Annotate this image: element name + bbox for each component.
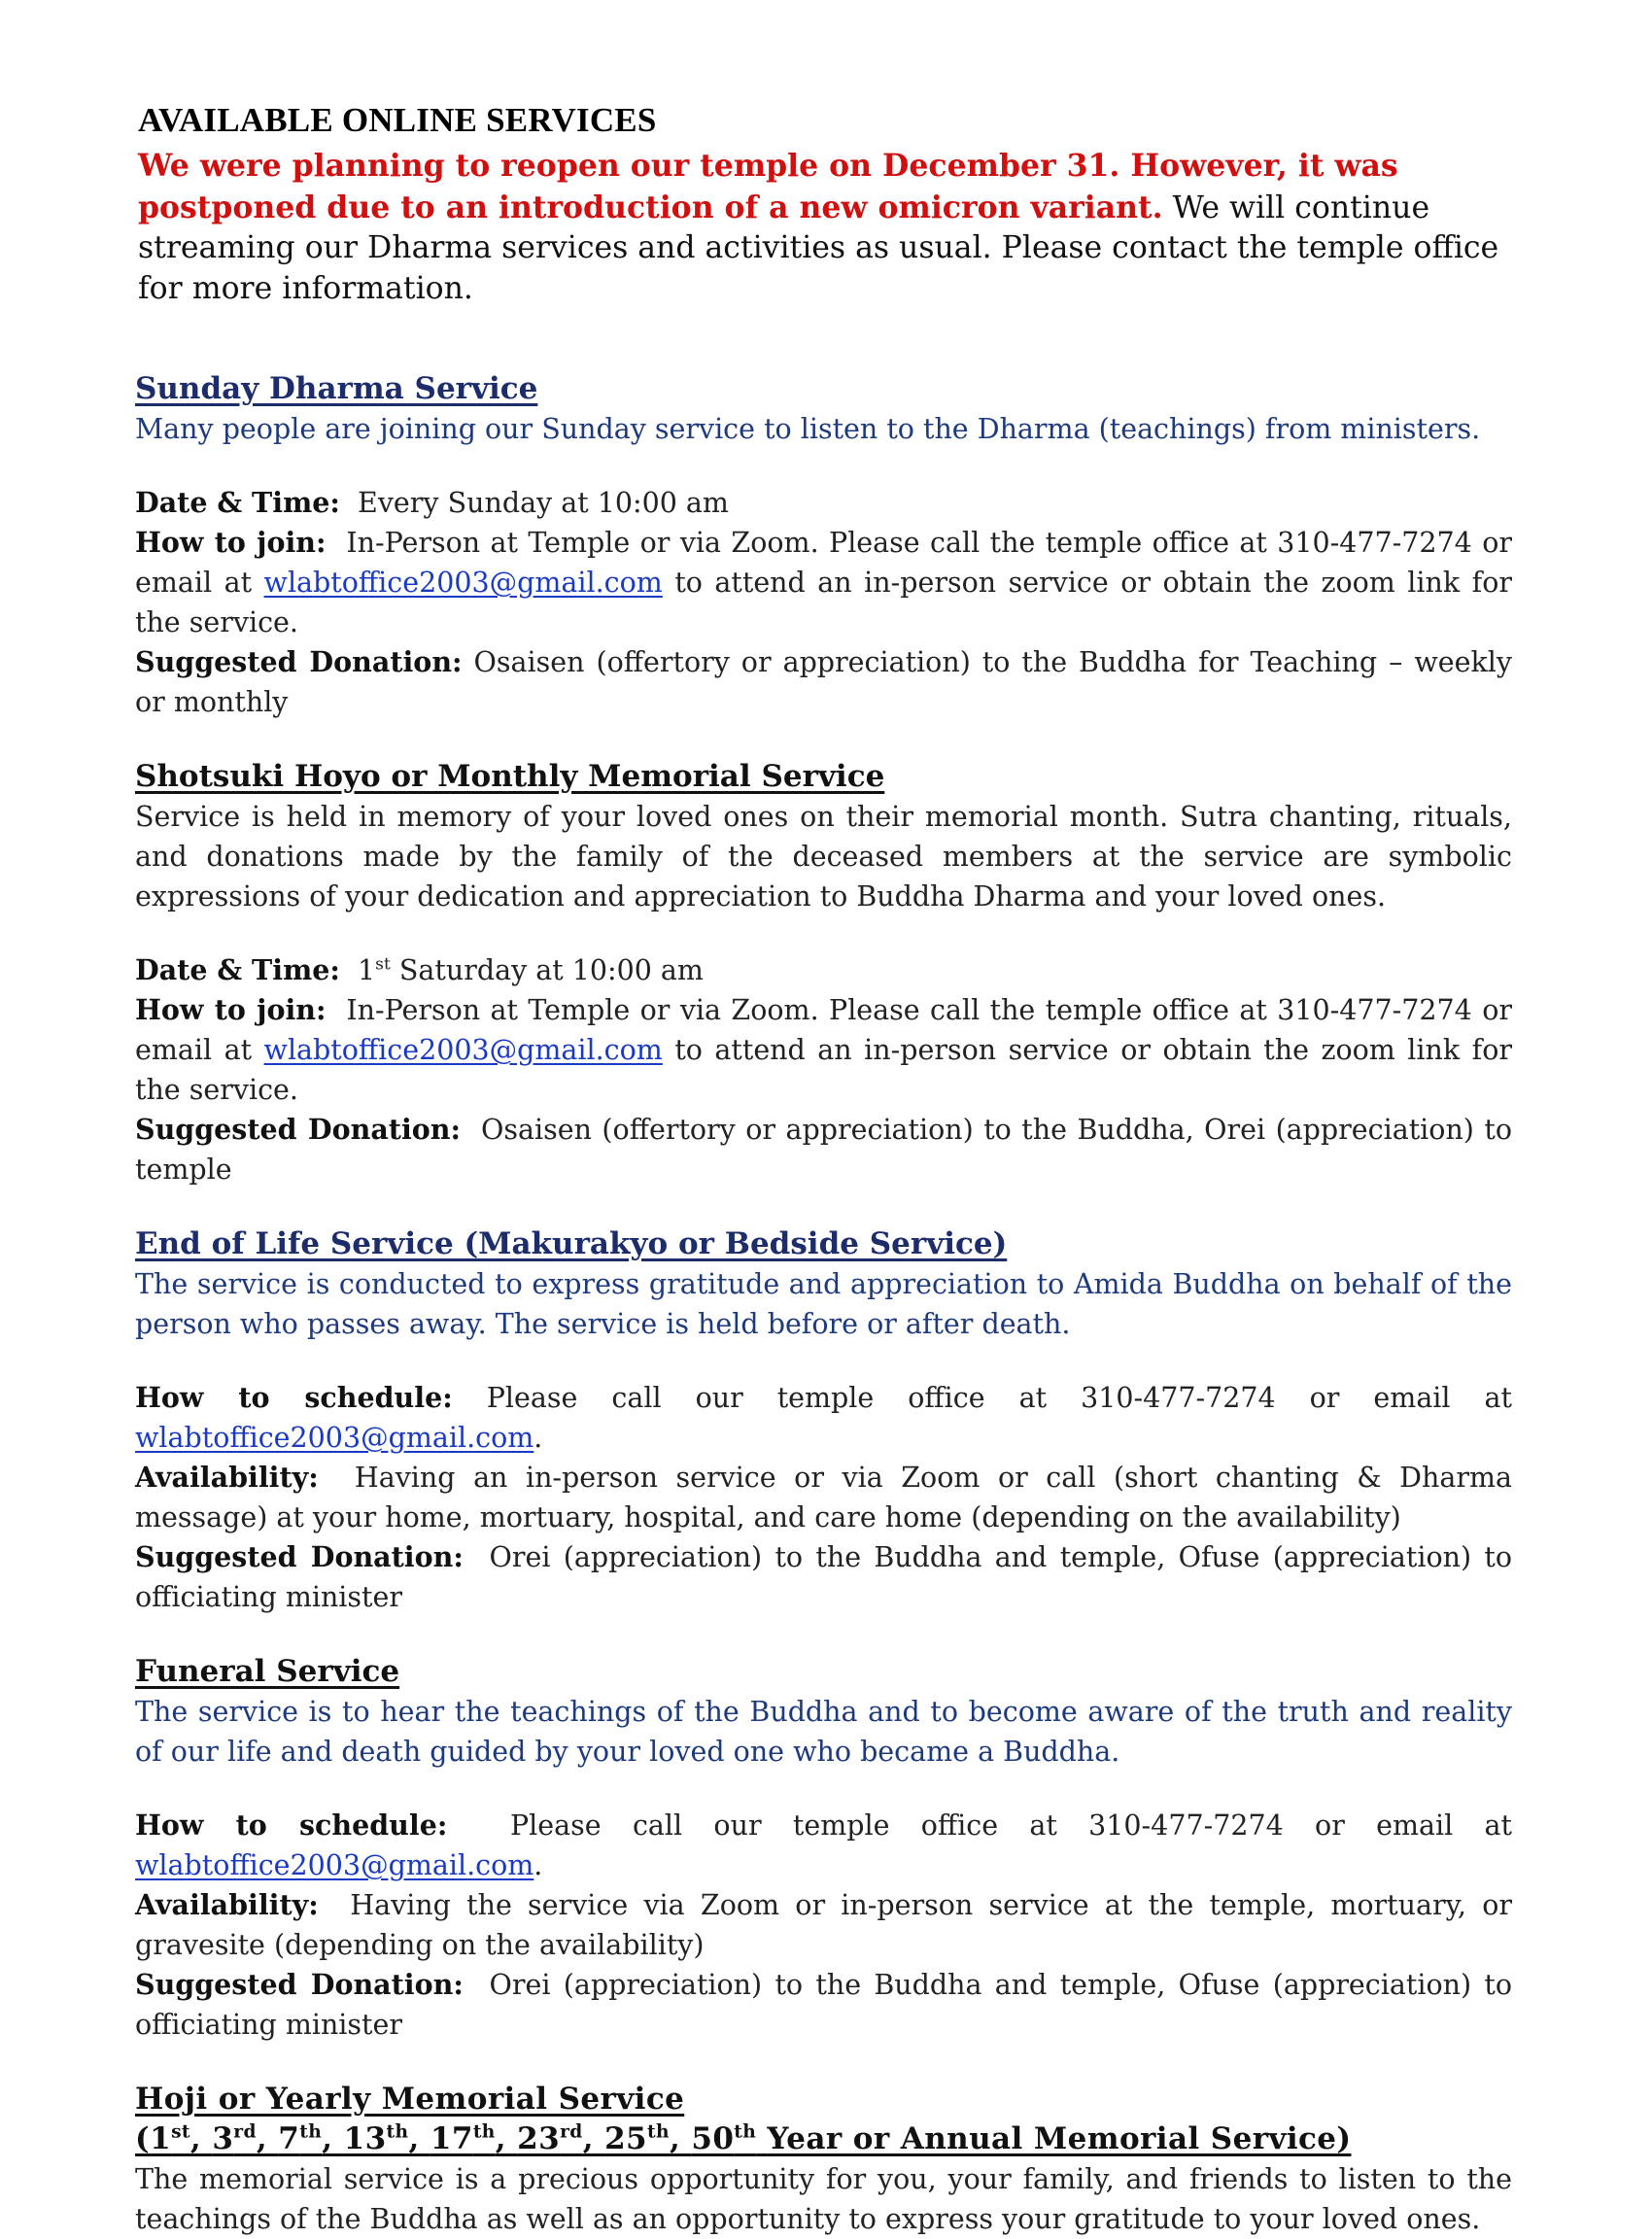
section-funeral	[135, 1652, 1512, 2045]
date-time-field: Date & Time: Every Sunday at 10:00 am	[135, 486, 729, 519]
section-description: Many people are joining our Sunday service to listen to the Dharma (teachings) from ministers.	[135, 413, 1481, 445]
section-title: Hoji or Yearly Memorial Service	[135, 2082, 685, 2117]
memorial-year: 50th	[691, 2121, 757, 2156]
section-title: Sunday Dharma Service	[135, 371, 538, 406]
page-title: AVAILABLE ONLINE SERVICES	[138, 101, 657, 139]
memorial-year: 3rd	[212, 2121, 257, 2156]
donation-field: Suggested Donation: Osaisen (offertory or appreciation) to the Buddha, Orei (appreciation) to temple	[135, 1113, 1513, 1186]
how-to-join-field: How to join: In-Person at Temple or via Zoom. Please call the temple office at 310-477-7274 or email at wlabtoffice2003@gmail.com to attend an in-person service or obtain the zoom link for the service.	[135, 993, 1512, 1106]
availability-field: Availability: Having the service via Zoom or in-person service at the temple, mortuary, or gravesite (depending on the availability)	[135, 1888, 1513, 1961]
section-end-of-life	[135, 1224, 1512, 1617]
memorial-year: 17th	[430, 2121, 496, 2156]
section-sunday-dharma	[135, 369, 1512, 722]
date-time-field: Date & Time: 1st Saturday at 10:00 am	[135, 953, 704, 986]
section-title: End of Life Service (Makurakyo or Bedside Service)	[135, 1226, 1008, 1261]
notice-text: We will continue streaming our Dharma services and activities as usual. Please contact the temple office for more information.	[138, 189, 1499, 306]
memorial-year: 25th	[604, 2121, 670, 2156]
memorial-year: 1st	[150, 2121, 190, 2156]
donation-field: Suggested Donation: Orei (appreciation) to the Buddha and temple, Ofuse (appreciation) to officiating minister	[135, 1968, 1512, 2041]
email-link[interactable]: wlabtoffice2003@gmail.com	[263, 1034, 663, 1066]
intro-notice	[138, 146, 1512, 309]
notice-highlight: We were planning to reopen our temple on December 31. However, it was postponed due to an introduction of a new omicron variant.	[138, 148, 1398, 225]
memorial-year: 23rd	[517, 2121, 583, 2156]
email-link[interactable]: wlabtoffice2003@gmail.com	[135, 1849, 534, 1881]
availability-field: Availability: Having an in-person service or via Zoom or call (short chanting & Dharma message) at your home, mortuary, hospital, and care home (depending on the availability)	[135, 1461, 1512, 1533]
how-to-schedule-field: How to schedule: Please call our temple office at 310-477-7274 or email at wlabtoffice2003@gmail.com.	[135, 1808, 1512, 1881]
section-description: The service is to hear the teachings of the Buddha and to become aware of the truth and reality of our life and death guided by your loved one who became a Buddha.	[135, 1696, 1512, 1768]
section-title: Funeral Service	[135, 1654, 400, 1689]
section-subtitle: (1st, 3rd, 7th, 13th, 17th, 23rd, 25th, 50th Year or Annual Memorial Service)	[135, 2121, 1352, 2156]
section-description: Service is held in memory of your loved ones on their memorial month. Sutra chanting, rituals, and donations made by the family of the deceased members at the service are symbolic expressions of your dedication and appreciation to Buddha Dharma and your loved ones.	[135, 801, 1512, 913]
section-hoji	[135, 2080, 1512, 2239]
memorial-years: 1st, 3rd, 7th, 13th, 17th, 23rd, 25th, 50th	[150, 2121, 757, 2156]
how-to-schedule-field: How to schedule: Please call our temple office at 310-477-7274 or email at wlabtoffice2003@gmail.com.	[135, 1381, 1512, 1454]
section-description: The service is conducted to express gratitude and appreciation to Amida Buddha on behalf of the person who passes away. The service is held before or after death.	[135, 1268, 1512, 1340]
memorial-year: 13th	[343, 2121, 409, 2156]
section-shotsuki-hoyo	[135, 757, 1512, 1189]
email-link[interactable]: wlabtoffice2003@gmail.com	[263, 567, 663, 599]
how-to-join-field: How to join: In-Person at Temple or via Zoom. Please call the temple office at 310-477-7274 or email at wlabtoffice2003@gmail.com to attend an in-person service or obtain the zoom link for the service.	[135, 526, 1512, 638]
email-link[interactable]: wlabtoffice2003@gmail.com	[135, 1422, 534, 1454]
memorial-year: 7th	[278, 2121, 323, 2156]
section-description: The memorial service is a precious opportunity for you, your family, and friends to listen to the teachings of the Buddha as well as an opportunity to express your gratitude to your loved ones.	[135, 2163, 1512, 2235]
donation-field: Suggested Donation: Osaisen (offertory or appreciation) to the Buddha for Teaching – weekly or monthly	[135, 645, 1512, 718]
donation-field: Suggested Donation: Orei (appreciation) to the Buddha and temple, Ofuse (appreciation) to officiating minister	[135, 1540, 1512, 1613]
section-title: Shotsuki Hoyo or Monthly Memorial Service	[135, 759, 885, 794]
